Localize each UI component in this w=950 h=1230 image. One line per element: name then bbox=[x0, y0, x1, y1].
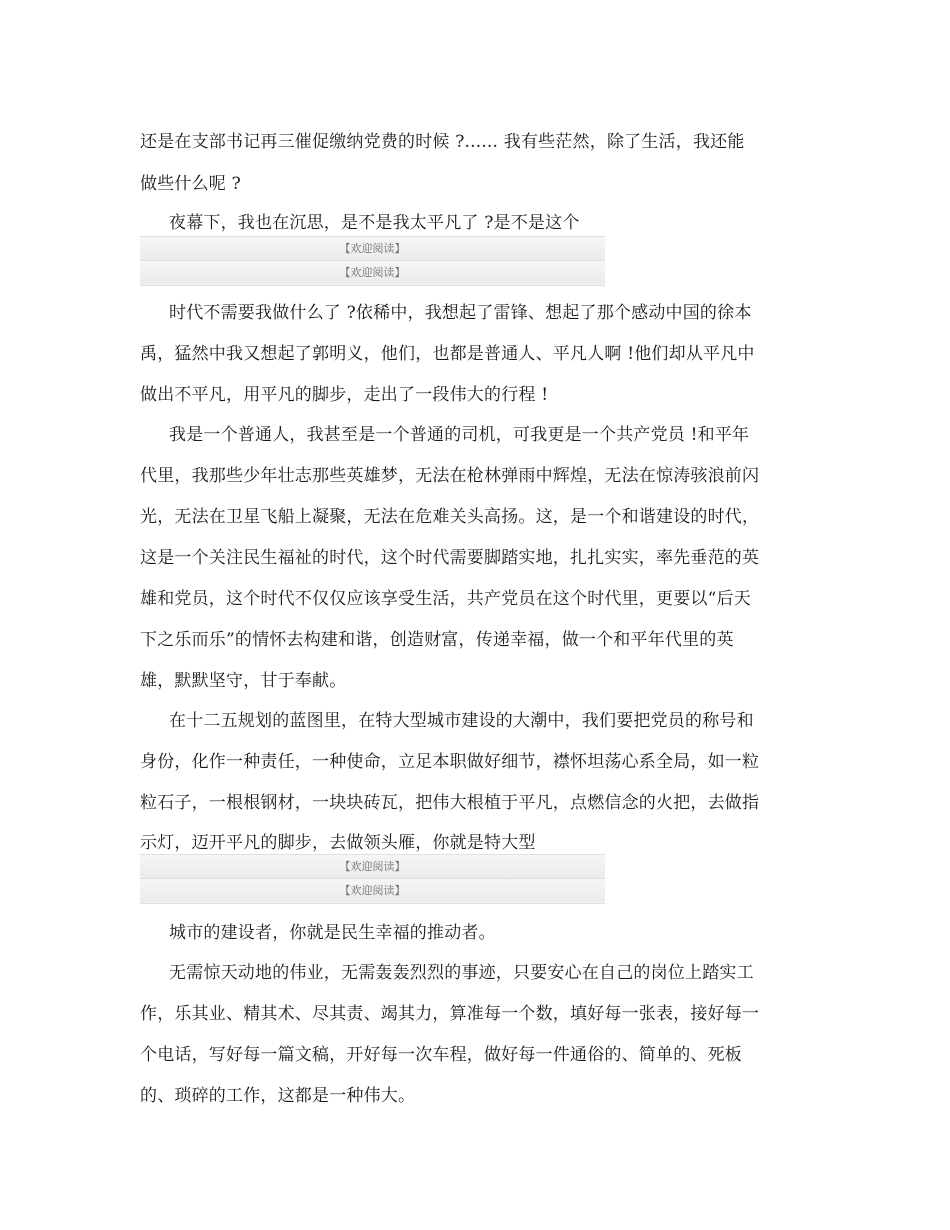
text-line: 无需惊天动地的伟业，无需轰轰烈烈的事迹，只要安心在自己的岗位上踏实工 bbox=[169, 963, 754, 983]
reading-banner bbox=[140, 236, 605, 286]
banner-label: 【欢迎阅读】 bbox=[140, 855, 605, 878]
text-line: 代里，我那些少年壮志那些英雄梦，无法在枪林弹雨中辉煌，无法在惊涛骇浪前闪 bbox=[140, 466, 760, 486]
text-line: 城市的建设者，你就是民生幸福的推动者。 bbox=[169, 923, 496, 943]
banner-label: 【欢迎阅读】 bbox=[140, 878, 605, 902]
text-line: 禹，猛然中我又想起了郭明义，他们，也都是普通人、平凡人啊 !他们却从平凡中 bbox=[140, 344, 755, 364]
text-line: 我是一个普通人，我甚至是一个普通的司机，可我更是一个共产党员 !和平年 bbox=[169, 425, 750, 445]
text-line: 夜幕下，我也在沉思，是不是我太平凡了 ?是不是这个 bbox=[169, 213, 580, 233]
text-line: 时代不需要我做什么了 ?依稀中，我想起了雷锋、想起了那个感动中国的徐本 bbox=[169, 303, 752, 323]
banner-label: 【欢迎阅读】 bbox=[140, 260, 605, 284]
text-line: 粒石子，一根根钢材，一块块砖瓦，把伟大根植于平凡，点燃信念的火把，去做指 bbox=[140, 793, 760, 813]
banner-label: 【欢迎阅读】 bbox=[140, 237, 605, 260]
text-line: 在十二五规划的蓝图里，在特大型城市建设的大潮中，我们要把党员的称号和 bbox=[169, 711, 754, 731]
text-line: 雄，默默坚守，甘于奉献。 bbox=[140, 671, 347, 691]
text-line: 下之乐而乐”的情怀去构建和谐，创造财富，传递幸福，做一个和平年代里的英 bbox=[140, 630, 734, 650]
text-line: 还是在支部书记再三催促缴纳党费的时候 ?...... 我有些茫然，除了生活，我还能 bbox=[140, 132, 745, 152]
text-line: 光，无法在卫星飞船上凝聚，无法在危难关头高扬。这，是一个和谐建设的时代， bbox=[140, 507, 760, 527]
text-line: 雄和党员，这个时代不仅仅应该享受生活，共产党员在这个时代里，更要以“后天 bbox=[140, 589, 751, 609]
text-line: 这是一个关注民生福祉的时代，这个时代需要脚踏实地，扎扎实实，率先垂范的英 bbox=[140, 548, 760, 568]
text-line: 个电话，写好每一篇文稿，开好每一次车程，做好每一件通俗的、简单的、死板 bbox=[140, 1045, 742, 1065]
reading-banner bbox=[140, 854, 605, 904]
text-line: 身份，化作一种责任，一种使命，立足本职做好细节，襟怀坦荡心系全局，如一粒 bbox=[140, 752, 760, 772]
text-line: 作，乐其业、精其术、尽其责、竭其力，算准每一个数，填好每一张表，接好每一 bbox=[140, 1004, 760, 1024]
text-line: 示灯，迈开平凡的脚步，去做领头雁，你就是特大型 bbox=[140, 833, 536, 853]
text-line: 做些什么呢 ? bbox=[140, 174, 241, 194]
text-line: 的、琐碎的工作，这都是一种伟大。 bbox=[140, 1086, 416, 1106]
text-line: 做出不平凡，用平凡的脚步，走出了一段伟大的行程 ! bbox=[140, 385, 549, 405]
